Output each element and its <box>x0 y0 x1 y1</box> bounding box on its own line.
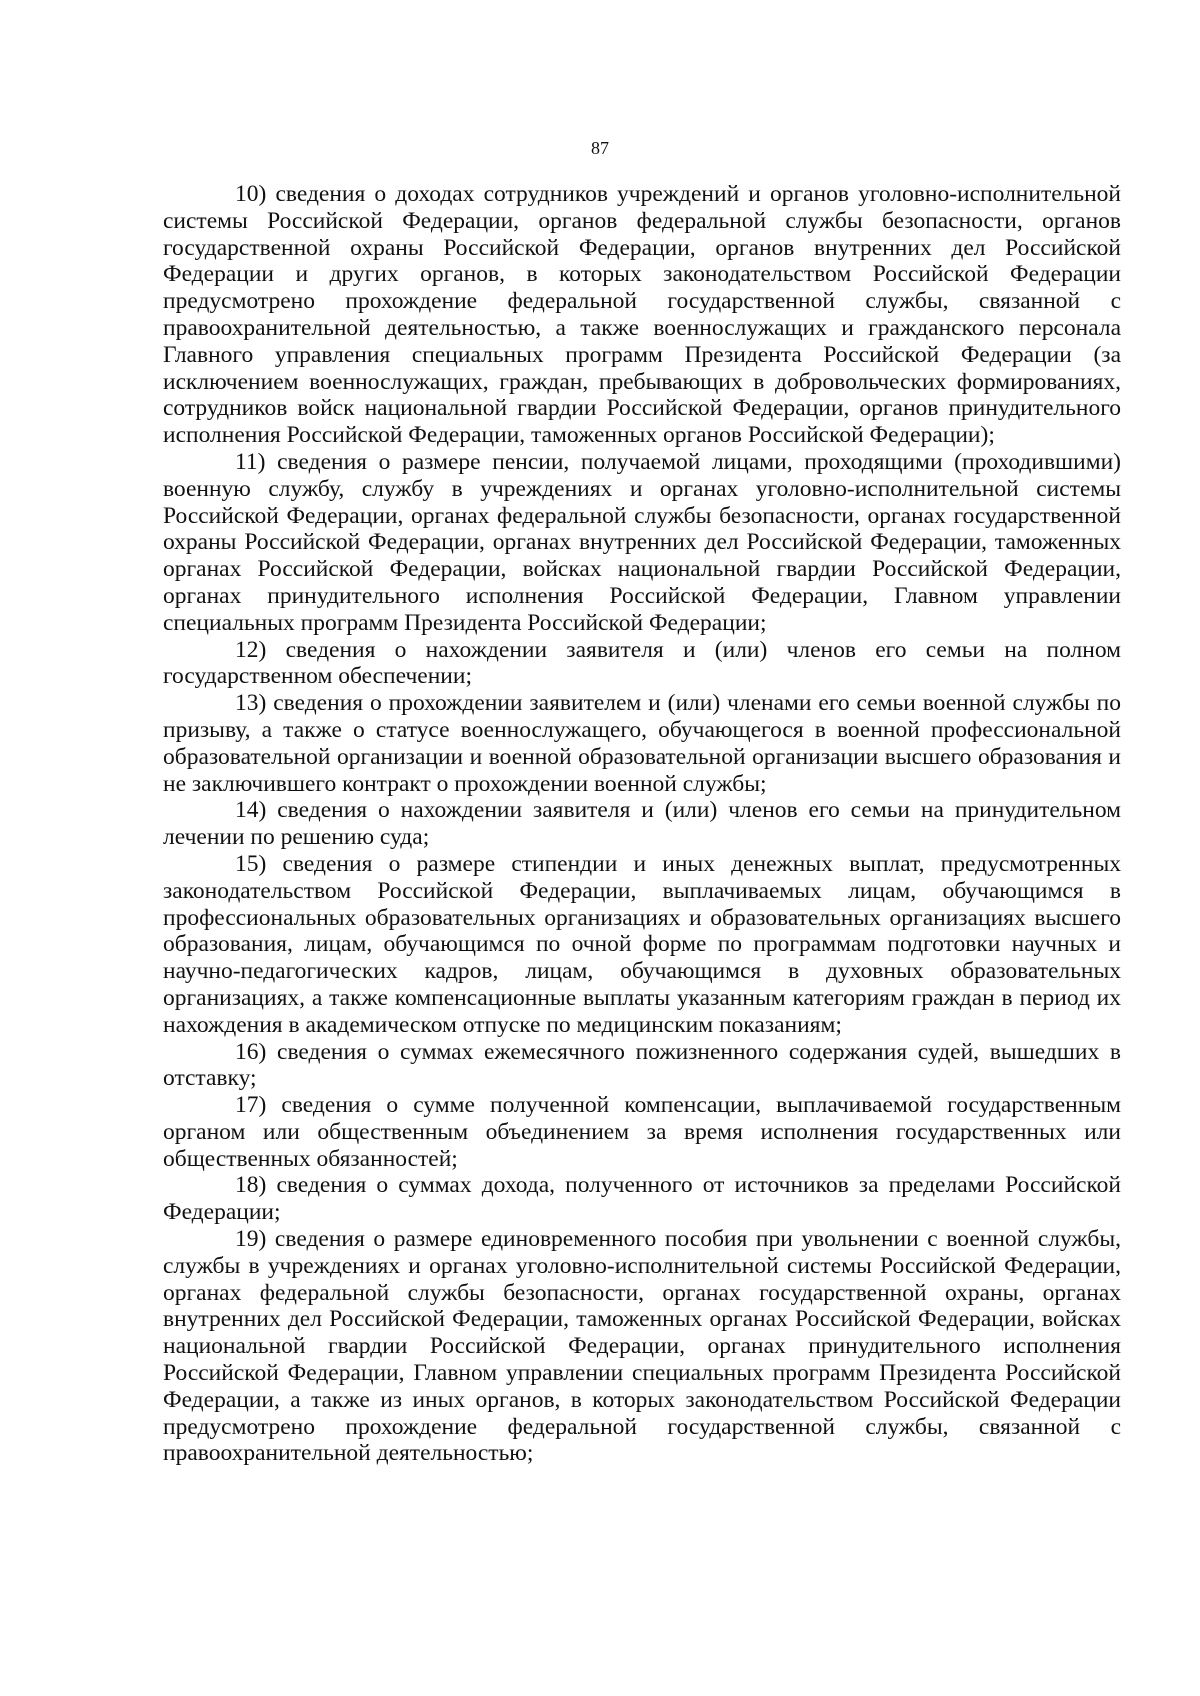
document-body <box>163 181 1121 1467</box>
paragraph-item-12: 12) сведения о нахождении заявителя и (или) членов его семьи на полном государственном обеспечении; <box>163 636 1121 690</box>
paragraph-item-18: 18) сведения о суммах дохода, полученного от источников за пределами Российской Федерации; <box>163 1172 1121 1226</box>
page-number: 87 <box>591 138 609 158</box>
paragraph-item-10: 10) сведения о доходах сотрудников учреждений и органов уголовно-исполнительной системы Российской Федерации, органов федеральной службы безопасности, органов государственной охраны Российской Федерации, органов внутренних дел Российской Федерации и других органов, в которых законодательством Российской Федерации предусмотрено прохождение федеральной государственной службы, связанной с правоохранительной деятельностью, а также военнослужащих и гражданского персонала Главного управления специальных программ Президента Российской Федерации (за исключением военнослужащих, граждан, пребывающих в добровольческих формированиях, сотрудников войск национальной гвардии Российской Федерации, органов принудительного исполнения Российской Федерации, таможенных органов Российской Федерации); <box>163 181 1121 449</box>
paragraph-item-19: 19) сведения о размере единовременного пособия при увольнении с военной службы, службы в учреждениях и органах уголовно-исполнительной системы Российской Федерации, органах федеральной службы безопасности, органах государственной охраны, органах внутренних дел Российской Федерации, таможенных органах Российской Федерации, войсках национальной гвардии Российской Федерации, органах принудительного исполнения Российской Федерации, Главном управлении специальных программ Президента Российской Федерации, а также из иных органов, в которых законодательством Российской Федерации предусмотрено прохождение федеральной государственной службы, связанной с правоохранительной деятельностью; <box>163 1226 1121 1467</box>
paragraph-item-17: 17) сведения о сумме полученной компенсации, выплачиваемой государственным органом или общественным объединением за время исполнения государственных или общественных обязанностей; <box>163 1092 1121 1172</box>
paragraph-item-15: 15) сведения о размере стипендии и иных денежных выплат, предусмотренных законодательством Российской Федерации, выплачиваемых лицам, обучающимся в профессиональных образовательных организациях и образовательных организациях высшего образования, лицам, обучающимся по очной форме по программам подготовки научных и научно-педагогических кадров, лицам, обучающимся в духовных образовательных организациях, а также компенсационные выплаты указанным категориям граждан в период их нахождения в академическом отпуске по медицинским показаниям; <box>163 850 1121 1038</box>
paragraph-item-16: 16) сведения о суммах ежемесячного пожизненного содержания судей, вышедших в отставку; <box>163 1038 1121 1092</box>
paragraph-item-14: 14) сведения о нахождении заявителя и (или) членов его семьи на принудительном лечении по решению суда; <box>163 797 1121 851</box>
paragraph-item-11: 11) сведения о размере пенсии, получаемой лицами, проходящими (проходившими) военную службу, службу в учреждениях и органах уголовно-исполнительной системы Российской Федерации, органах федеральной службы безопасности, органах государственной охраны Российской Федерации, органах внутренних дел Российской Федерации, таможенных органах Российской Федерации, войсках национальной гвардии Российской Федерации, органах принудительного исполнения Российской Федерации, Главном управлении специальных программ Президента Российской Федерации; <box>163 448 1121 636</box>
paragraph-item-13: 13) сведения о прохождении заявителем и (или) членами его семьи военной службы по призыву, а также о статусе военнослужащего, обучающегося в военной профессиональной образовательной организации и военной образовательной организации высшего образования и не заключившего контракт о прохождении военной службы; <box>163 690 1121 797</box>
